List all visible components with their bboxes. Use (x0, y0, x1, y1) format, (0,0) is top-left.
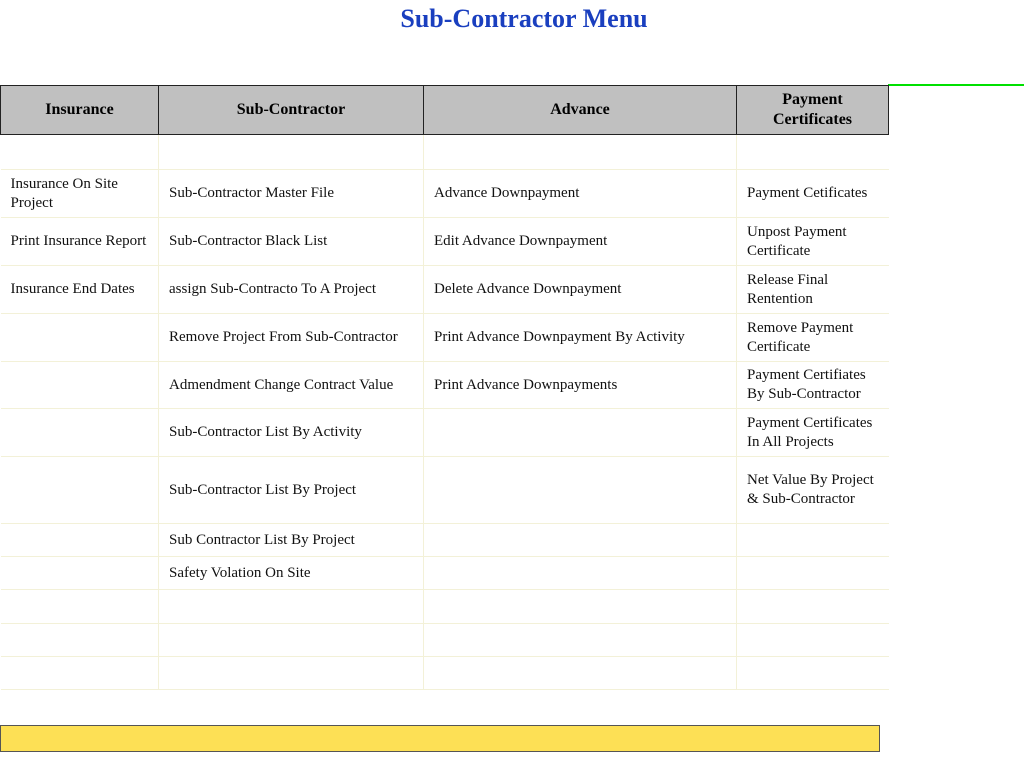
header-payment-certificates: Payment Certificates (737, 86, 889, 135)
menu-cell-empty (1, 557, 159, 590)
menu-item-payment-certificates-by-sub-contractor[interactable]: Payment Certifiates By Sub-Contractor (737, 362, 889, 409)
menu-item-amendment-change-contract-value[interactable]: Admendment Change Contract Value (159, 362, 424, 409)
menu-cell-empty (1, 314, 159, 362)
menu-cell-empty (737, 524, 889, 557)
menu-cell-empty (1, 590, 159, 624)
menu-item-sub-contractor-list-by-activity[interactable]: Sub-Contractor List By Activity (159, 409, 424, 457)
menu-row (1, 218, 889, 266)
menu-cell-empty (1, 457, 159, 524)
menu-cell-empty (424, 657, 737, 690)
menu-item-payment-certificates[interactable]: Payment Cetificates (737, 170, 889, 218)
menu-cell-empty (1, 524, 159, 557)
menu-cell-empty (737, 557, 889, 590)
menu-row (1, 557, 889, 590)
menu-cell-empty (159, 657, 424, 690)
menu-item-insurance-on-site-project[interactable]: Insurance On Site Project (1, 170, 159, 218)
menu-item-advance-downpayment[interactable]: Advance Downpayment (424, 170, 737, 218)
menu-item-edit-advance-downpayment[interactable]: Edit Advance Downpayment (424, 218, 737, 266)
header-advance: Advance (424, 86, 737, 135)
menu-cell-empty (424, 524, 737, 557)
menu-cell-empty (737, 624, 889, 657)
menu-cell-empty (424, 135, 737, 170)
menu-cell-empty (424, 557, 737, 590)
menu-row (1, 624, 889, 657)
menu-item-safety-violation-on-site[interactable]: Safety Volation On Site (159, 557, 424, 590)
menu-cell-empty (737, 135, 889, 170)
menu-row (1, 524, 889, 557)
menu-cell-empty (424, 457, 737, 524)
menu-item-print-advance-downpayments[interactable]: Print Advance Downpayments (424, 362, 737, 409)
menu-cell-empty (1, 135, 159, 170)
header-insurance: Insurance (1, 86, 159, 135)
menu-item-payment-certificates-in-all-projects[interactable]: Payment Certificates In All Projects (737, 409, 889, 457)
menu-item-release-final-retention[interactable]: Release Final Rentention (737, 266, 889, 314)
menu-cell-empty (1, 624, 159, 657)
menu-item-print-advance-downpayment-by-activity[interactable]: Print Advance Downpayment By Activity (424, 314, 737, 362)
menu-item-sub-contractor-list-by-project[interactable]: Sub-Contractor List By Project (159, 457, 424, 524)
menu-table (0, 85, 889, 690)
header-sub-contractor: Sub-Contractor (159, 86, 424, 135)
menu-cell-empty (424, 590, 737, 624)
menu-cell-empty (1, 362, 159, 409)
menu-row (1, 135, 889, 170)
menu-item-remove-project-from-sub-contractor[interactable]: Remove Project From Sub-Contractor (159, 314, 424, 362)
menu-item-sub-contractor-black-list[interactable]: Sub-Contractor Black List (159, 218, 424, 266)
menu-item-assign-sub-contractor-to-project[interactable]: assign Sub-Contracto To A Project (159, 266, 424, 314)
menu-row (1, 266, 889, 314)
menu-item-sub-contractor-list-by-project-2[interactable]: Sub Contractor List By Project (159, 524, 424, 557)
menu-item-remove-payment-certificate[interactable]: Remove Payment Certificate (737, 314, 889, 362)
menu-item-sub-contractor-master-file[interactable]: Sub-Contractor Master File (159, 170, 424, 218)
menu-item-delete-advance-downpayment[interactable]: Delete Advance Downpayment (424, 266, 737, 314)
menu-header-row (1, 86, 889, 135)
menu-row (1, 657, 889, 690)
menu-item-print-insurance-report[interactable]: Print Insurance Report (1, 218, 159, 266)
green-divider-line (888, 84, 1024, 86)
menu-row (1, 170, 889, 218)
menu-cell-empty (1, 409, 159, 457)
menu-row (1, 457, 889, 524)
menu-cell-empty (737, 657, 889, 690)
menu-item-insurance-end-dates[interactable]: Insurance End Dates (1, 266, 159, 314)
menu-cell-empty (424, 624, 737, 657)
menu-row (1, 362, 889, 409)
page-title: Sub-Contractor Menu (400, 4, 648, 33)
menu-cell-empty (737, 590, 889, 624)
menu-cell-empty (159, 624, 424, 657)
menu-cell-empty (159, 135, 424, 170)
menu-cell-empty (1, 657, 159, 690)
menu-row (1, 590, 889, 624)
menu-cell-empty (159, 590, 424, 624)
menu-item-unpost-payment-certificate[interactable]: Unpost Payment Certificate (737, 218, 889, 266)
menu-item-net-value-by-project-sub-contractor[interactable]: Net Value By Project & Sub-Contractor (737, 457, 889, 524)
menu-row (1, 314, 889, 362)
menu-row (1, 409, 889, 457)
footer-bar (0, 725, 880, 752)
menu-cell-empty (424, 409, 737, 457)
